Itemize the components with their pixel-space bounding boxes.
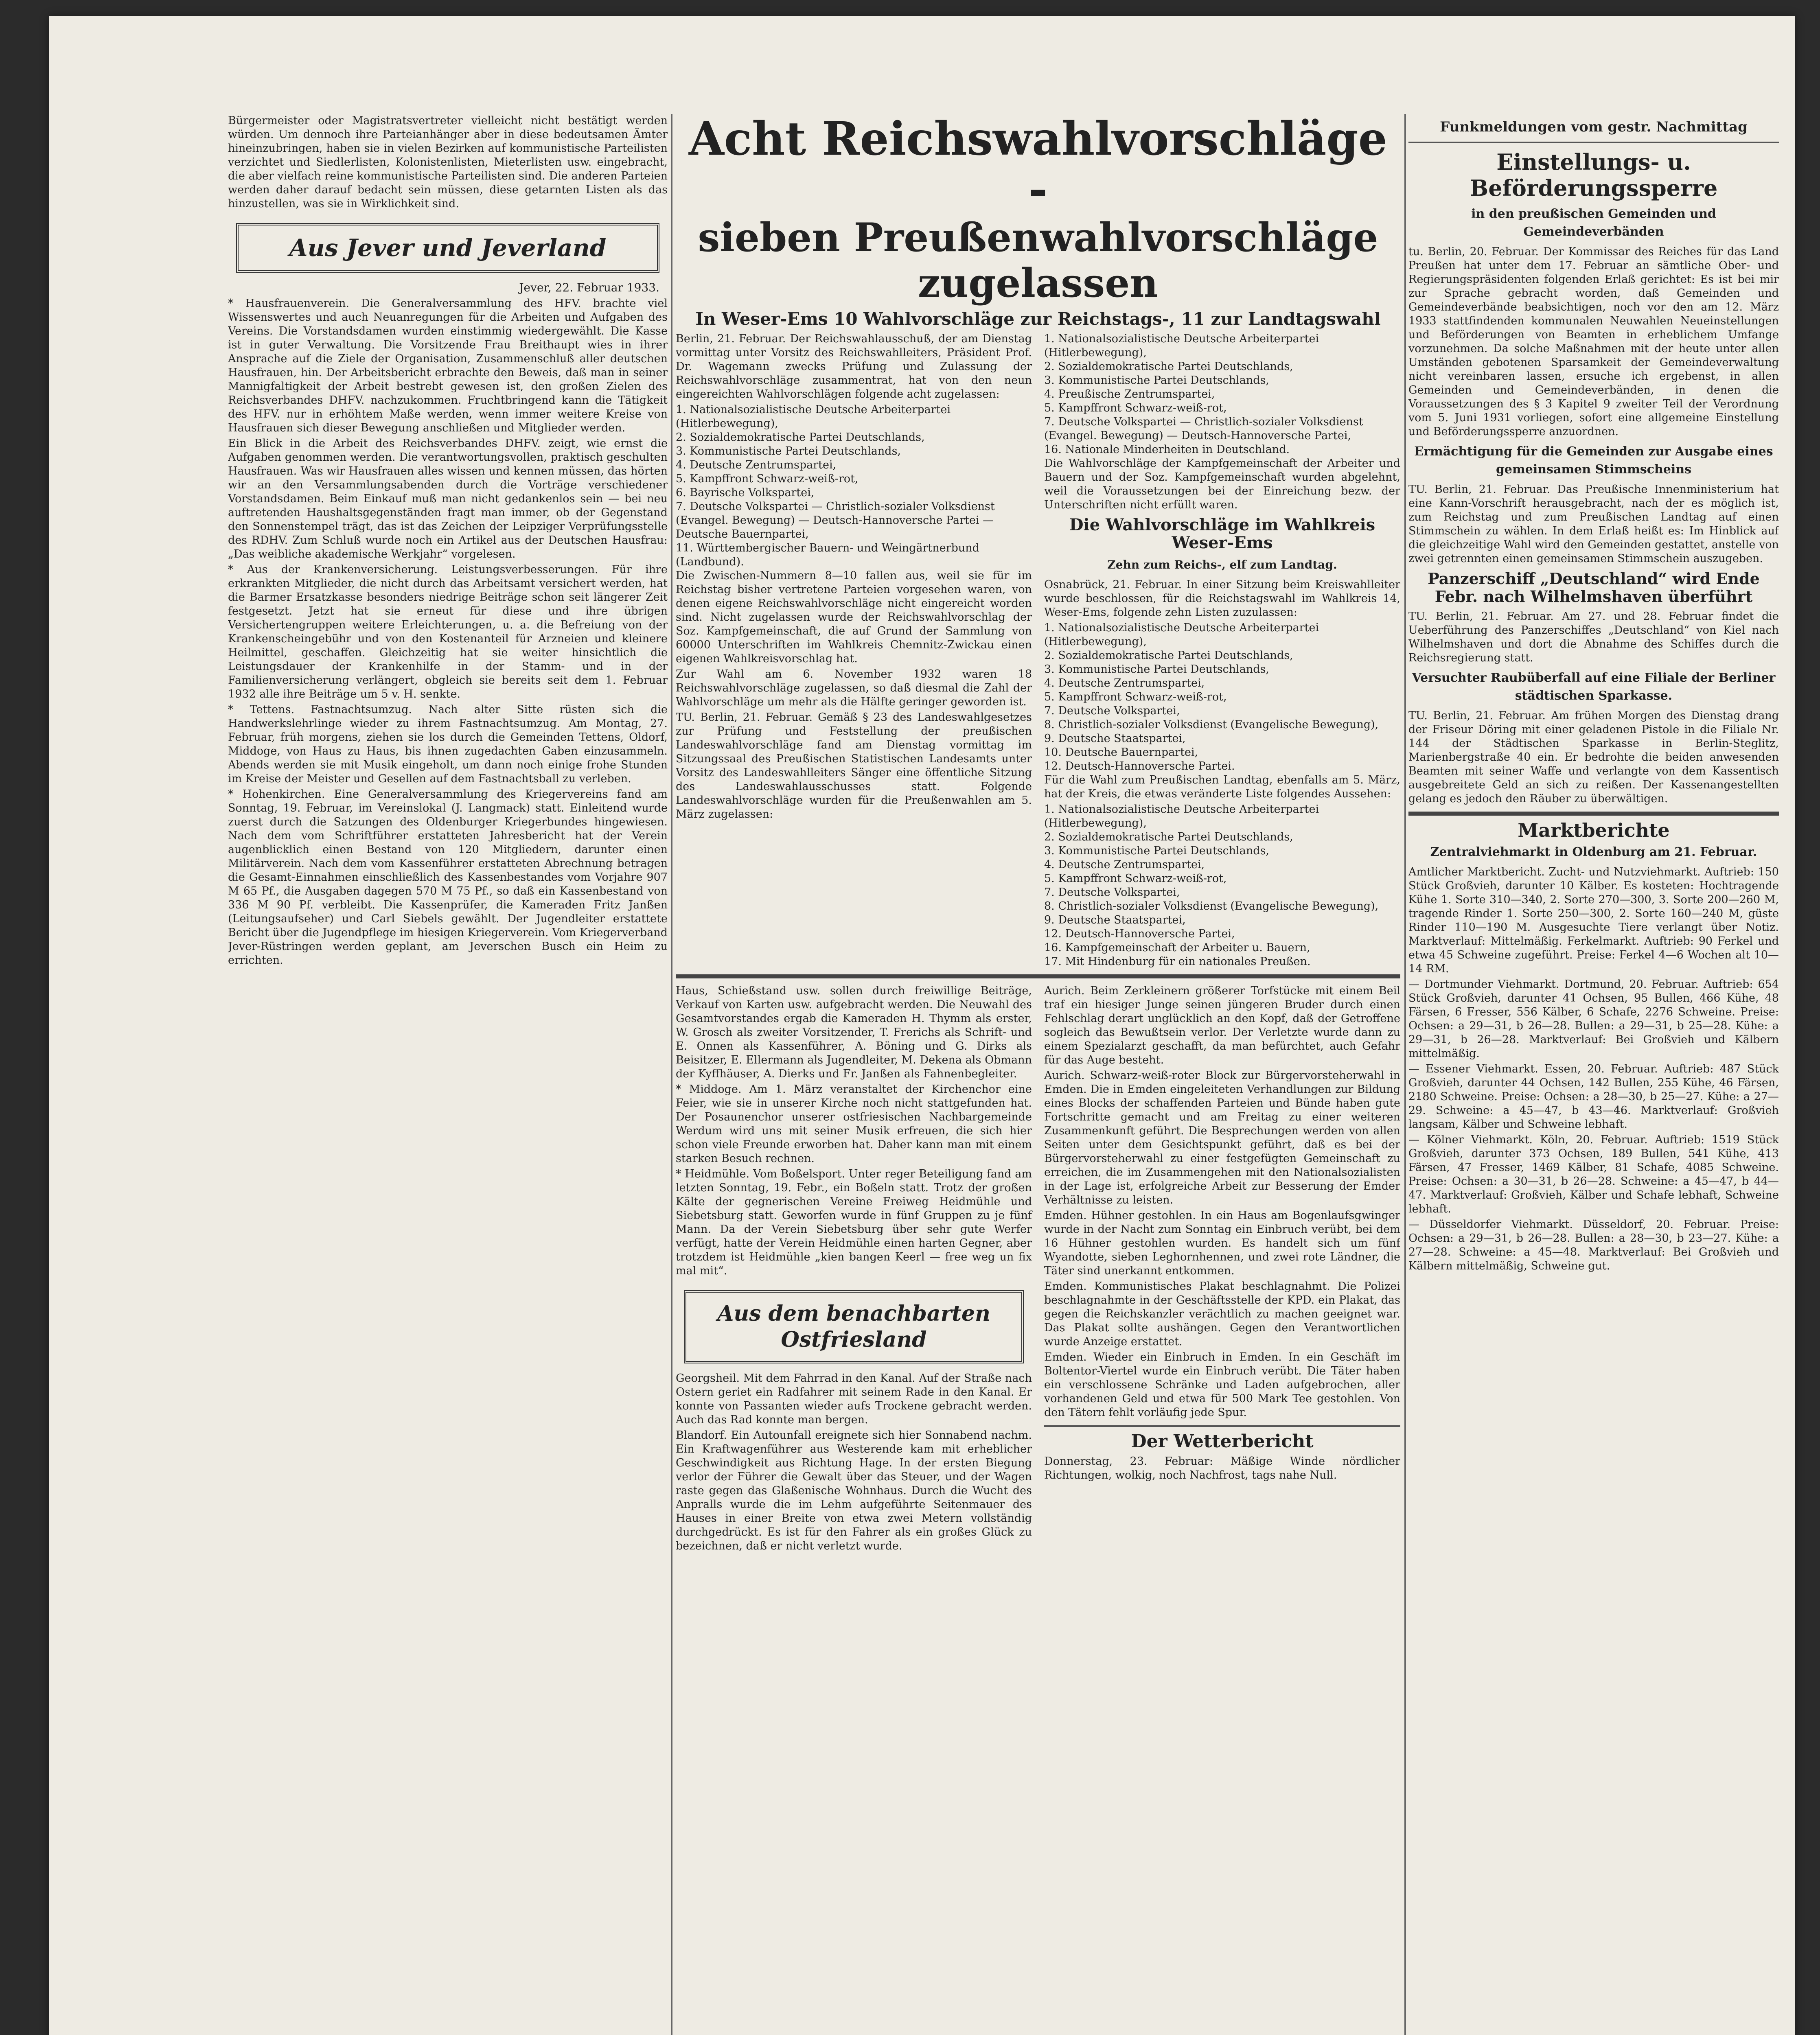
- list-item: 17. Mit Hindenburg für ein nationales Preußen.: [1044, 955, 1311, 968]
- election-text: TU. Berlin, 21. Februar. Gemäß § 23 des Landeswahlgesetzes zur Prüfung und Feststellung der preußischen Landeswahlvorschläge fand am Dienstag vormittag im Sitzungssaal des Preußischen Statistischen Landesamts unter Vorsitz des Landeswahlleiters Sänger eine öffentliche Sitzung des Landeswahlausschusses statt. Folgende Landeswahlvorschläge wurden für die Preußenwahlen am 5. März zugelassen:: [676, 711, 1032, 821]
- list-item: 4. Deutsche Zentrumspartei,: [676, 459, 837, 471]
- article-heidmuehle: * Heidmühle. Vom Boßelsport. Unter reger Beteiligung fand am letzten Sonntag, 19. Febr., ein Boßeln statt. Trotz der großen Kälte der gegnerischen Vereine Freiweg Heidmühle und Siebetsburg statt. Geworfen wurde in fünf Gruppen zu je fünf Mann. Da der Verein Siebetsburg über sehr gute Werfer verfügt, hatte der Verein Heidmühle einen harten Gegner, aber trotzdem ist Heidmühle „kien bangen Keerl — free weg un fix mal mit“.: [676, 1168, 1032, 1277]
- list-item: 1. Nationalsozialistische Deutsche Arbeiterpartei (Hitlerbewegung),: [1044, 803, 1319, 829]
- list-item: 11. Württembergischer Bauern- und Weingärtnerbund (Landbund).: [676, 542, 979, 568]
- weser-ems-headline: Die Wahlvorschläge im Wahlkreis Weser-Ems: [1069, 515, 1375, 552]
- article-raubueberfall: TU. Berlin, 21. Februar. Am frühen Morgen des Dienstag drang der Friseur Döring mit einer geladenen Pistole in die Filiale Nr. 144 der Städtischen Sparkasse in Berlin-Steglitz, Marienbergstraße 40 ein. Er bedrohte die beiden anwesenden Beamten mit seiner Waffe und verlangte von dem Kassentisch ausgebreitete Geld an sich zu reißen. Der Kassenangestellten gelang es jedoch den Räuber zu überwältigen.: [1408, 709, 1779, 805]
- markets-subhead: Zentralviehmarkt in Oldenburg am 21. Februar.: [1430, 845, 1757, 859]
- divider: [1408, 142, 1779, 143]
- list-item: 16. Nationale Minderheiten in Deutschland.: [1044, 443, 1290, 456]
- list-item: 10. Deutsche Bauernpartei,: [1044, 746, 1198, 759]
- list-item: 1. Nationalsozialistische Deutsche Arbeiterpartei (Hitlerbewegung),: [1044, 621, 1319, 648]
- main-headline-2: sieben Preußenwahlvorschläge zugelassen: [698, 214, 1378, 306]
- market-dortmund: — Dortmunder Viehmarkt. Dortmund, 20. Februar. Auftrieb: 654 Stück Großvieh, darunter 41 Ochsen, 95 Bullen, 466 Kühe, 48 Färsen, 6 Fresser, 556 Kälber, 6 Schafe, 2276 Schweine. Preise: Ochsen: a 29—31, b 26—28. Bullen: a 29—31, b 25—28. Kühe: a 29—31, b 26—28. Marktverlauf: Bei Großvieh und Kälbern mittelmäßig.: [1408, 978, 1779, 1060]
- list-item: 5. Kampffront Schwarz-weiß-rot,: [676, 473, 859, 485]
- section-divider: [1408, 812, 1779, 816]
- election-article: [676, 332, 1400, 969]
- list-item: 12. Deutsch-Hannoversche Partei.: [1044, 760, 1235, 772]
- election-text: Die Zwischen-Nummern 8—10 fallen aus, weil sie für im Reichstag bisher vertretene Parteien vorgesehen waren, von denen eigene Reichswahlvorschläge nicht eingereicht worden sind. Nicht zugelassen wurde der Reichswahlvorschlag der Soz. Kampfgemeinschaft, die auf Grund der Sammlung von 60000 Unterschriften im Wahlkreis Chemnitz-Zwickau einen eigenen Wahlkreisvorschlag hat.: [676, 569, 1032, 665]
- main-headline: Acht Reichswahlvorschläge -: [689, 114, 1387, 216]
- subhead-stimmschein: Ermächtigung für die Gemeinden zur Ausgabe eines gemeinsamen Stimmscheins: [1414, 444, 1773, 477]
- list-item: 16. Kampfgemeinschaft der Arbeiter u. Bauern,: [1044, 941, 1310, 954]
- list-item: 4. Preußische Zentrumspartei,: [1044, 388, 1215, 400]
- list-item: 12. Deutsch-Hannoversche Partei,: [1044, 928, 1235, 940]
- section-box-ostfriesland: Aus dem benachbarten Ostfriesland: [684, 1290, 1024, 1363]
- article-emden-plakat: Emden. Kommunistisches Plakat beschlagnahmt. Die Polizei beschlagnahmte in der Geschäftsstelle der KPD. ein Plakat, das gegen die Reichskanzler verächtlich zu machen geeignet war. Das Plakat sollte aushängen. Gegen den Verantwortlichen wurde Anzeige erstattet.: [1044, 1280, 1400, 1348]
- market-essen: — Essener Viehmarkt. Essen, 20. Februar. Auftrieb: 487 Stück Großvieh, darunter 44 Ochsen, 142 Bullen, 255 Kühe, 46 Färsen, 2180 Schweine. Preise: Ochsen: a 28—30, b 25—27. Kühe: a 27—29. Schweine: a 45—47, b 43—46. Marktverlauf: Großvieh langsam, Kälber und Schweine lebhaft.: [1408, 1063, 1779, 1131]
- election-text: Zur Wahl am 6. November 1932 waren 18 Reichswahlvorschläge zugelassen, so daß diesmal die Zahl der Wahlvorschläge um mehr als die Hälfte geringer geworden ist.: [676, 668, 1032, 708]
- list-item: 3. Kommunistische Partei Deutschlands,: [1044, 845, 1270, 857]
- market-koeln: — Kölner Viehmarkt. Köln, 20. Februar. Auftrieb: 1519 Stück Großvieh, darunter 373 Ochsen, 189 Bullen, 541 Kühe, 413 Färsen, 47 Fresser, 1469 Kälber, 81 Schafe, 4085 Schweine. Preise: Ochsen: a 30—31, b 26—28. Schweine: a 45—47, b 44—47. Marktverlauf: Großvieh, Kälber und Schafe lebhaft, Schweine lebhaft.: [1408, 1133, 1779, 1215]
- list-item: 8. Christlich-sozialer Volksdienst (Evangelische Bewegung),: [1044, 718, 1379, 731]
- article-panzerschiff: TU. Berlin, 21. Februar. Am 27. und 28. Februar findet die Ueberführung des Panzerschiffes „Deutschland“ von Kiel nach Wilhelmshaven und dort die Abnahme des Schiffes durch die Reichsregierung statt.: [1408, 610, 1779, 664]
- headline-raubueberfall: Versuchter Raubüberfall auf eine Filiale der Berliner städtischen Sparkasse.: [1412, 671, 1776, 703]
- weser-ems-subhead: Zehn zum Reichs-, elf zum Landtag.: [1107, 558, 1337, 571]
- article-emden-einbruch: Emden. Wieder ein Einbruch in Emden. In ein Geschäft im Boltentor-Viertel wurde ein Einbruch verübt. Die Täter haben ein verschlossene Schränke und Laden aufgebrochen, aller vorhandenen Geld und etwa für 500 Mark Tee gestohlen. Von den Tätern fehlt vorläufig jede Spur.: [1044, 1351, 1400, 1419]
- article-krankenversicherung: * Aus der Krankenversicherung. Leistungsverbesserungen. Für ihre erkrankten Mitglieder, die nicht durch das Arbeitsamt versichert werden, hat die Barmer Ersatzkasse besonders niedrige Beiträge schon seit längerer Zeit festgesetzt. Jetzt hat sie erneut für diese und ihre übrigen Versichertengruppen weitere Erleichterungen, u. a. die Befreiung von der Krankenscheingebühr und von den Kostenanteil für Arzneien und kleinere Heilmittel, geschaffen. Gleichzeitig hat sie weiter hinsichtlich die Leistungsdauer der Krankenhilfe in der Stamm- und in der Familienversicherung verlängert, obgleich sie bereits seit dem 1. Februar 1932 alle ihre Beiträge um 5 v. H. senkte.: [228, 563, 668, 700]
- election-text: Die Wahlvorschläge der Kampfgemeinschaft der Arbeiter und Bauern und der Soz. Kampfgemeinschaft wurden abgelehnt, weil die Voraussetzungen bei der Einreichung bezw. der Unterschriften nicht erfüllt waren.: [1044, 457, 1400, 511]
- article-hausfrauenverein: * Hausfrauenverein. Die Generalversammlung des HFV. brachte viel Wissenswertes und auch Neuanregungen für die Arbeiten und Aufgaben des Vereins. Die Vorstandsdamen wurden einstimmig wiedergewählt. Die Kasse ist in guter Verwaltung. Die Vorsitzende Frau Breithaupt wies in ihrer Ansprache auf die Ziele der Organisation, Zusammenschluß aller deutschen Hausfrauen, hin. Der Arbeitsbericht erbrachte den Beweis, daß man in seiner Mannigfaltigkeit der Arbeit bestrebt gewesen ist, den großen Zielen des Reichsverbandes DHFV. nachzukommen. Fruchtbringend kann die Tätigkeit des HFV. nur in erhöhtem Maße werden, wenn immer weitere Kreise von Hausfrauen sich dieser Bewegung anschließen und Mitglieder werden.: [228, 297, 668, 434]
- article-hohenkirchen: * Hohenkirchen. Eine Generalversammlung des Kriegervereins fand am Sonntag, 19. Februar, im Vereinslokal (J. Langmack) statt. Einleitend wurde zuerst durch die Satzungen des Oldenburger Kriegerbundes hingewiesen. Nach dem vom Schriftführer erstatteten Jahresbericht hat der Verein augenblicklich einen Bestand von 120 Mitgliedern, darunter einen Militärverein. Nach dem vom Kassenführer erstatteten Abrechnung betragen die Gesamt-Einnahmen einschließlich des Kassenbestandes vom Vorjahre 907 M 65 Pf., die Ausgaben dagegen 570 M 75 Pf., so daß ein Kassenbestand von 336 M 90 Pf. verbleibt. Die Kassenprüfer, die Kameraden Fritz Janßen (Leitungsaufseher) und Carl Siebels gewählt. Der Jugendleiter erstattete Bericht über die Jugendpflege im hiesigen Kriegerverein. Vom Kriegerverband Jever-Rüstringen werden geplant, am Jeverschen Busch ein Heim zu errichten.: [228, 788, 668, 967]
- election-text: Osnabrück, 21. Februar. In einer Sitzung beim Kreiswahlleiter wurde beschlossen, für die Reichstagswahl im Wahlkreis 14, Weser-Ems, folgende zehn Listen zuzulassen:: [1044, 578, 1400, 619]
- article-aurich: Aurich. Beim Zerkleinern größerer Torfstücke mit einem Beil traf ein hiesiger Junge seinen jüngeren Bruder durch einen Fehlschlag derart unglücklich an den Kopf, daß der Getroffene sogleich das Bewußtsein verlor. Der Verletzte wurde dann zu einem Spezialarzt geschafft, da man befürchtet, auch Gefahr für das Auge besteht.: [1044, 985, 1400, 1066]
- market-duesseldorf: — Düsseldorfer Viehmarkt. Düsseldorf, 20. Februar. Preise: Ochsen: a 29—31, b 26—28. Bullen: a 28—30, b 23—27. Kühe: a 27—28. Schweine: a 45—48. Marktverlauf: Bei Großvieh und Kälbern mittelmäßig, Schweine gut.: [1408, 1218, 1779, 1272]
- article-emden-block: Aurich. Schwarz-weiß-roter Block zur Bürgervorsteherwahl in Emden. Die in Emden eingeleiteten Verhandlungen zur Bildung eines Blocks der schaffenden Parteien und Bünde haben gute Fortschritte gemacht und am Freitag zu einer weiteren Zusammenkunft geführt. Die Besprechungen werden von allen Seiten unter dem Gesichtspunkt geführt, daß es bei der Bürgervorsteherwahl zu einer festgefügten Gemeinschaft zu erreichen, die im Zusammengehen mit den Nationalsozialisten in der Lage ist, erfolgreiche Arbeit zur Besserung der Emder Verhältnisse zu leisten.: [1044, 1069, 1400, 1206]
- article-hausfrauenverein-cont: Ein Blick in die Arbeit des Reichsverbandes DHFV. zeigt, wie ernst die Aufgaben genommen werden. Die verantwortungsvollen, praktisch geschulten Hausfrauen. Was wir Hausfrauen alles wissen und kennen müssen, das hörten wir an den Versammlungsabenden durch die Vorträge verschiedener Vorstandsdamen. Beim Einkauf muß man nicht gedankenlos sein — bei neu auftretenden Haushaltsgegenständen fragt man immer, ob der Gegenstand den Sonnenstempel trägt, das ist das Zeichen der Leipziger Verprüfungsstelle des RDHV. Zum Schluß wurde noch ein Artikel aus der Deutschen Hausfrau: „Das weibliche akademische Werkjahr“ vorgelesen.: [228, 437, 668, 560]
- list-item: 3. Kommunistische Partei Deutschlands,: [1044, 663, 1270, 676]
- right-column: [1408, 114, 1779, 1275]
- list-item: 9. Deutsche Staatspartei,: [1044, 732, 1186, 745]
- weser-ems-landtag-list: [1044, 803, 1400, 969]
- divider: [1044, 1425, 1400, 1427]
- article-emden-huehner: Emden. Hühner gestohlen. In ein Haus am Bogenlaufsgwinger wurde in der Nacht zum Sonntag ein Einbruch verübt, bei dem 16 Hühner gestohlen wurden. Es handelt sich um fünf Wyandotte, sieben Leghornhennen, und zwei rote Ländner, die Täter sind unerkannt entkommen.: [1044, 1209, 1400, 1277]
- list-item: 9. Deutsche Staatspartei,: [1044, 914, 1186, 926]
- list-item: 7. Deutsche Volkspartei — Christlich-sozialer Volksdienst (Evangel. Bewegung) — Deutsch-Hannoversche Partei,: [1044, 416, 1363, 442]
- local-news-left: [676, 984, 1032, 1555]
- list-item: 6. Bayrische Volkspartei,: [676, 486, 815, 499]
- list-item: 7. Deutsche Volkspartei — Christlich-sozialer Volksdienst (Evangel. Bewegung) — Deutsch-Hannoversche Partei — Deutsche Bauernpartei,: [676, 500, 995, 540]
- list-item: 2. Sozialdemokratische Partei Deutschlands,: [1044, 831, 1293, 843]
- list-item: 3. Kommunistische Partei Deutschlands,: [676, 445, 901, 457]
- list-item: 5. Kampffront Schwarz-weiß-rot,: [1044, 872, 1227, 885]
- list-item: 7. Deutsche Volkspartei,: [1044, 705, 1180, 717]
- list-item: 8. Christlich-sozialer Volksdienst (Evangelische Bewegung),: [1044, 900, 1379, 912]
- main-subheadline: In Weser-Ems 10 Wahlvorschläge zur Reichstags-, 11 zur Landtagswahl: [695, 309, 1381, 329]
- headline-panzerschiff: Panzerschiff „Deutschland“ wird Ende Febr. nach Wilhelmshaven überführt: [1428, 569, 1760, 606]
- prussia-list: [1044, 332, 1400, 457]
- list-item: 2. Sozialdemokratische Partei Deutschlands,: [676, 431, 925, 444]
- list-item: 5. Kampffront Schwarz-weiß-rot,: [1044, 402, 1227, 414]
- election-text: Berlin, 21. Februar. Der Reichswahlausschuß, der am Dienstag vormittag unter Vorsitz des Reichswahlleiters, Präsident Prof. Dr. Wagemann zwecks Prüfung und Zulassung der Reichswahlvorschläge zusammentrat, hat von den neun eingereichten Wahlvorschlägen folgende acht zugelassen:: [676, 333, 1032, 400]
- list-item: 4. Deutsche Zentrumspartei,: [1044, 858, 1205, 871]
- headline-einstellungssperre: Einstellungs- u. Beförderungssperre: [1470, 149, 1718, 201]
- reich-list: [676, 403, 1032, 569]
- radio-news-header: Funkmeldungen vom gestr. Nachmittag: [1440, 119, 1748, 135]
- list-item: 2. Sozialdemokratische Partei Deutschlands,: [1044, 360, 1293, 373]
- subhead-einstellungssperre: in den preußischen Gemeinden und Gemeindeverbänden: [1471, 207, 1716, 239]
- list-item: 7. Deutsche Volkspartei,: [1044, 886, 1180, 899]
- election-right: [1044, 332, 1400, 969]
- article-middoge: * Middoge. Am 1. März veranstaltet der Kirchenchor eine Feier, wie sie in unserer Kirche noch nicht stattgefunden hat. Der Posaunenchor unserer ostfriesischen Nachbargemeinde Werdum wird uns mit seiner Musik erfreuen, die sich hier schon viele Freunde erworben hat. Daher kann man mit einem starken Besuch rechnen.: [676, 1083, 1032, 1165]
- article-einstellungssperre: tu. Berlin, 20. Februar. Der Kommissar des Reiches für das Land Preußen hat unter dem 17. Februar an sämtliche Ober- und Regierungspräsidenten folgenden Erlaß gerichtet: Es ist bei mir zur Sprache gebracht worden, daß Gemeinden und Gemeindeverbände beabsichtigen, noch vor den am 12. März 1933 stattfindenden kommunalen Neuwahlen Neueinstellungen und Beförderungen von Beamten in erheblichem Umfange vorzunehmen. Da solche Maßnahmen mit der heute unter allen Umständen gebotenen Sparsamkeit der Gemeindeverwaltung nicht vereinbaren lassen, ersuche ich ergebenst, in allen Gemeinden und Gemeindeverbänden, in denen die Voraussetzungen des § 3 Kapitel 9 zweiter Teil der Verordnung vom 5. Juni 1931 vorliegen, sofort eine allgemeine Einstellung und Beförderungssperre anzuordnen.: [1408, 245, 1779, 438]
- list-item: 4. Deutsche Zentrumspartei,: [1044, 677, 1205, 689]
- dateline: Jever, 22. Februar 1933.: [519, 281, 659, 294]
- newspaper-page: [49, 16, 1795, 2035]
- article-georgsheil: Georgsheil. Mit dem Fahrrad in den Kanal. Auf der Straße nach Ostern geriet ein Radfahrer mit seinem Rade in den Kanal. Er konnte von Passanten wieder aufs Trockene gebracht werden. Auch das Rad konnte man bergen.: [676, 1372, 1032, 1426]
- section-divider: [676, 974, 1400, 978]
- article-tettens: * Tettens. Fastnachtsumzug. Nach alter Sitte rüsten sich die Handwerkslehrlinge wieder zu ihrem Fastnachtsumzug. Am Montag, 27. Februar, früh morgens, ziehen sie los durch die Gemeinden Tettens, Oldorf, Middoge, von Haus zu Haus, bis ihnen zugedachten Gaben einzusammeln. Abends werden sie mit Musik eingeholt, um dann noch einige frohe Stunden im Kreise der Meister und Gesellen auf dem Fastnachtsball zu verleben.: [228, 703, 668, 785]
- center-column: [676, 114, 1400, 1555]
- election-left: [676, 332, 1032, 969]
- section-box-jever: Aus Jever und Jeverland: [236, 223, 659, 273]
- intro-paragraph: Bürgermeister oder Magistratsvertreter vielleicht nicht bestätigt werden würden. Um dennoch ihre Parteianhänger aber in diese bedeutsamen Ämter hineinzubringen, haben sie in vielen Bezirken auf kommunistische Parteilisten verzichtet und Siedlerlisten, Kolonistenlisten, Mieterlisten usw. eingebracht, die aber vielfach reine kommunistische Parteilisten sind. Die anderen Parteien werden daher darauf bedacht sein müssen, diese getarnten Listen als das hinzustellen, was sie in Wirklichkeit sind.: [228, 114, 668, 210]
- election-text: Für die Wahl zum Preußischen Landtag, ebenfalls am 5. März, hat der Kreis, die etwas veränderte Liste folgendes Aussehen:: [1044, 774, 1400, 800]
- list-item: 1. Nationalsozialistische Deutsche Arbeiterpartei (Hitlerbewegung),: [676, 403, 951, 430]
- weather-text: Donnerstag, 23. Februar: Mäßige Winde nördlicher Richtungen, wolkig, noch Nachfrost, tags nahe Null.: [1044, 1455, 1400, 1481]
- left-column: [228, 114, 668, 969]
- local-news: [676, 984, 1400, 1555]
- list-item: 5. Kampffront Schwarz-weiß-rot,: [1044, 691, 1227, 703]
- local-news-right: [1044, 984, 1400, 1555]
- column-divider: [671, 114, 672, 2035]
- weather-headline: Der Wetterbericht: [1131, 1431, 1314, 1452]
- list-item: 1. Nationalsozialistische Deutsche Arbeiterpartei (Hitlerbewegung),: [1044, 333, 1319, 359]
- article-blandorf: Blandorf. Ein Autounfall ereignete sich hier Sonnabend nachm. Ein Kraftwagenführer aus Westerende kam mit erheblicher Geschwindigkeit aus Richtung Hage. In der ersten Biegung verlor der Führer die Gewalt über das Steuer, und der Wagen raste gegen das Glaßenische Wohnhaus. Durch die Wucht des Anpralls wurde die im Lehm aufgeführte Seitenmauer des Hauses in einer Breite von etwa zwei Metern vollständig durchgedrückt. Es ist für den Fahrer als ein großes Glück zu bezeichnen, daß er nicht verletzt wurde.: [676, 1429, 1032, 1552]
- list-item: 3. Kommunistische Partei Deutschlands,: [1044, 374, 1270, 387]
- weser-ems-reich-list: [1044, 621, 1400, 773]
- column-divider: [1404, 114, 1406, 2035]
- markets-headline: Marktberichte: [1518, 819, 1670, 841]
- list-item: 2. Sozialdemokratische Partei Deutschlands,: [1044, 649, 1293, 662]
- article-text: Haus, Schießstand usw. sollen durch freiwillige Beiträge, Verkauf von Karten usw. aufgebracht werden. Die Neuwahl des Gesamtvorstandes ergab die Kameraden H. Thymm als erster, W. Grosch als zweiter Vorsitzender, T. Frerichs als Schrift- und E. Onnen als Kassenführer, A. Böning und G. Dirks als Beisitzer, E. Ellermann als Jugendleiter, M. Dekena als Obmann der Kyffhäuser, A. Dierks und Fr. Janßen als Fahnenbegleiter.: [676, 985, 1032, 1080]
- article-stimmschein: TU. Berlin, 21. Februar. Das Preußische Innenministerium hat eine Kann-Vorschrift herausgebracht, nach der es möglich ist, zum Reichstag und zum Preußischen Landtag auf einen Stimmschein zu wählen. In dem Erlaß heißt es: Im Hinblick auf die gleichzeitige Wahl wird den Gemeinden gestattet, anstelle von zwei getrennten einen gemeinsamen Stimmschein auszugeben.: [1408, 483, 1779, 565]
- market-oldenburg: Amtlicher Marktbericht. Zucht- und Nutzviehmarkt. Auftrieb: 150 Stück Großvieh, darunter 10 Kälber. Es kosteten: Hochtragende Kühe 1. Sorte 310—340, 2. Sorte 270—300, 3. Sorte 200—260 M, tragende Rinder 1. Sorte 250—300, 2. Sorte 160—240 M, güste Rinder 110—190 M. Ausgesuchte Tiere verlangt über Notiz. Marktverlauf: Mittelmäßig. Ferkelmarkt. Auftrieb: 90 Ferkel und etwa 45 Schweine zugeführt. Preise: Ferkel 4—6 Wochen alt 10—14 RM.: [1408, 866, 1779, 975]
